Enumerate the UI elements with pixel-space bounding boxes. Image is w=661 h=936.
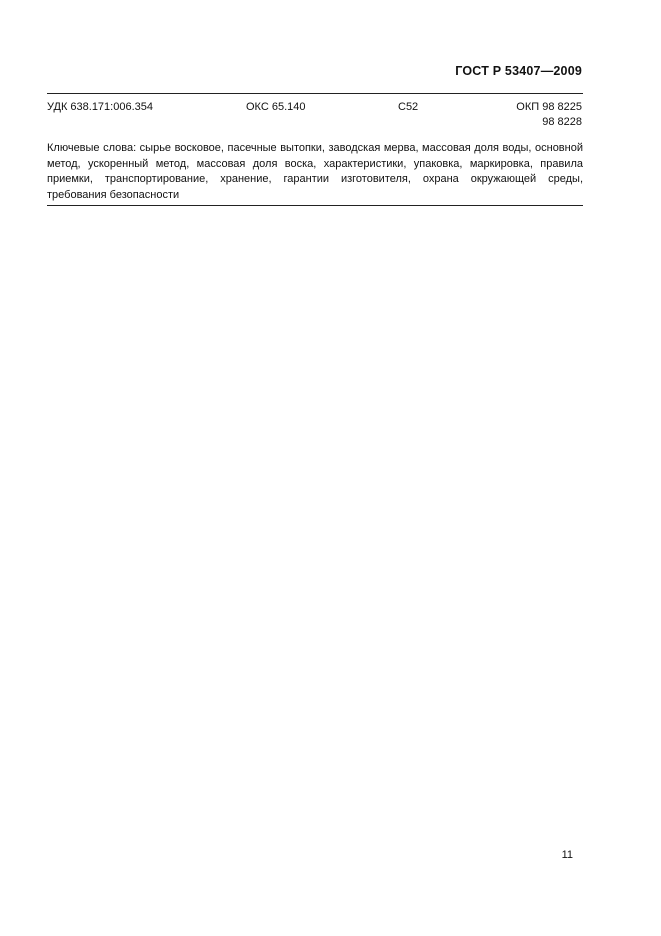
- oks-code: ОКС 65.140: [246, 101, 306, 113]
- standard-code: ГОСТ Р 53407—2009: [455, 64, 582, 78]
- okp-code-line-2: 98 8228: [542, 116, 582, 128]
- class-code: С52: [398, 101, 419, 113]
- page-number: 11: [561, 849, 573, 861]
- okp-code-line-1: ОКП 98 8225: [516, 101, 582, 113]
- bottom-divider: [47, 205, 583, 206]
- keywords-paragraph: Ключевые слова: сырье восковое, пасечные вытопки, заводская мерва, массовая доля воды, основной метод, ускоренный метод, массовая доля воска, характеристики, упаковка, маркировка, правила приемки, транспортирование, хранение, гарантии изготовителя, охрана окружающей среды, требования безопасности: [47, 142, 583, 202]
- top-divider: [47, 93, 583, 94]
- okp-codes: [516, 100, 582, 130]
- udk-code: УДК 638.171:006.354: [47, 101, 153, 113]
